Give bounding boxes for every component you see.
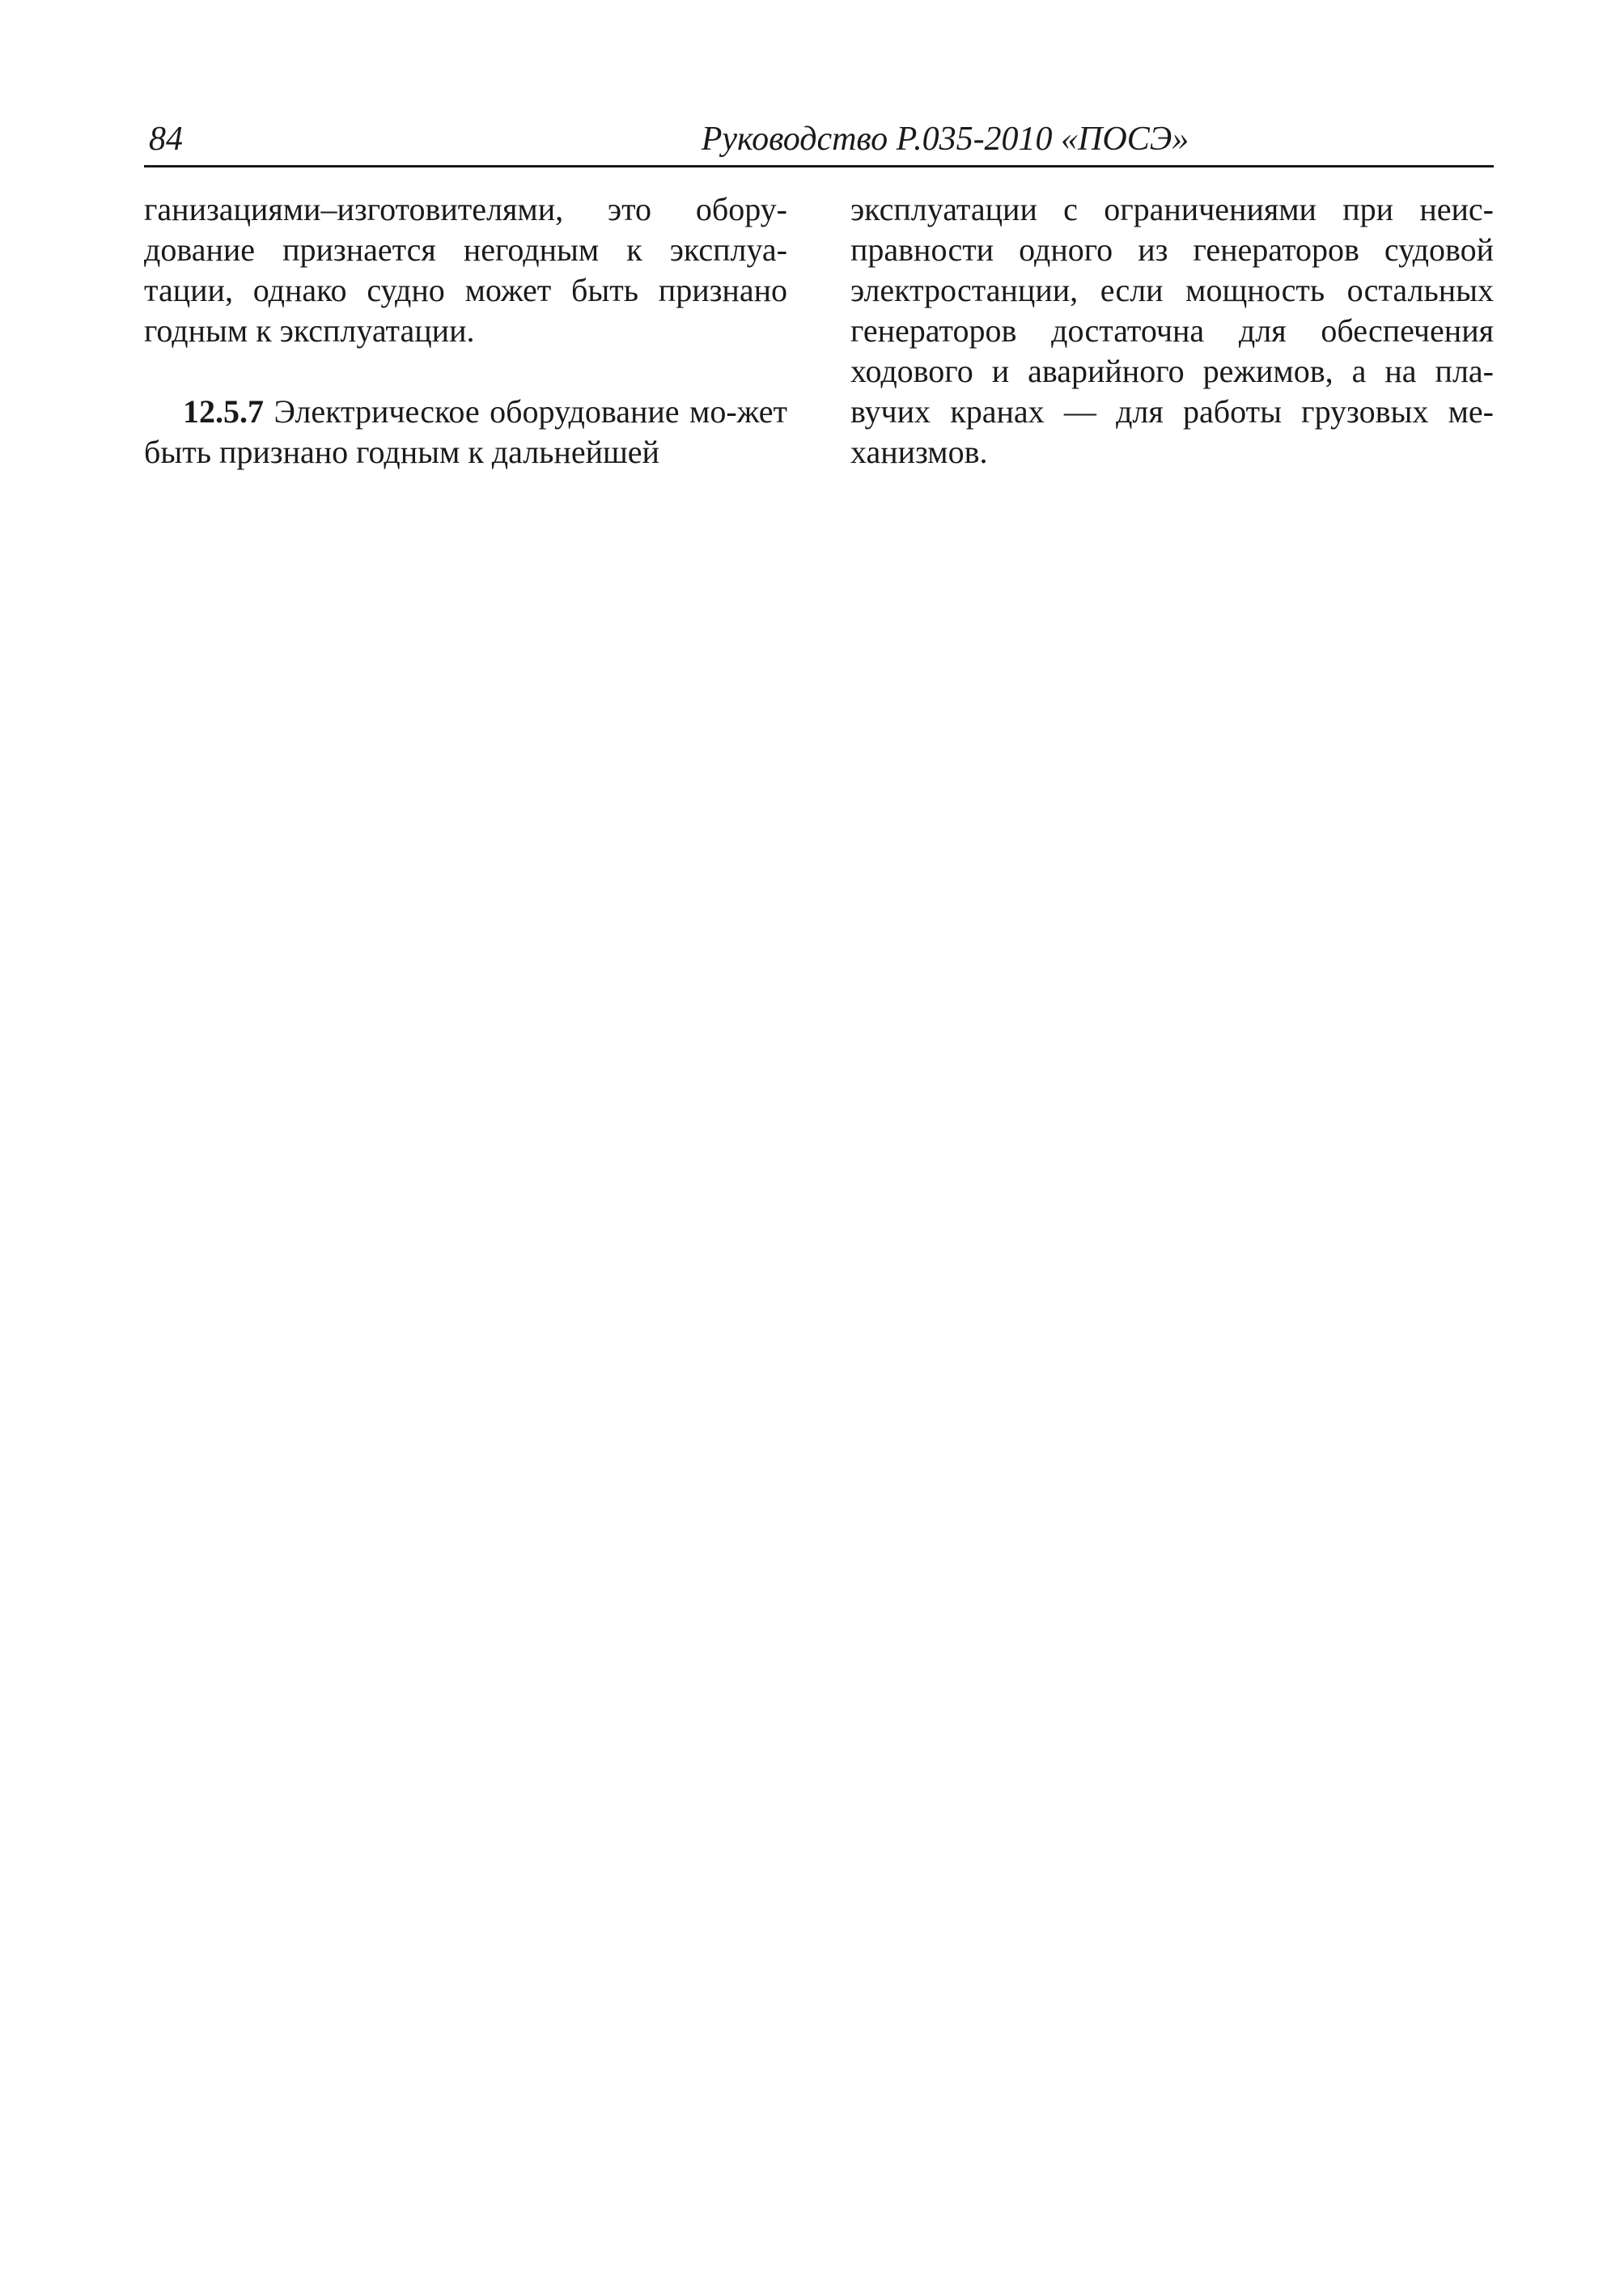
running-title: Руководство Р.035-2010 «ПОСЭ» [701,121,1189,158]
clause-number: 12.5.7 [183,393,264,430]
left-column [144,189,787,473]
page-header [144,115,1494,167]
continued-paragraph-right: эксплуатации с ограничениями при неис-правности одного из генераторов судовой электростанции, если мощность остальных генераторов достаточна для обеспечения ходового и аварийного режимов, а на пла-вучих кранах — для работы грузовых ме-ханизмов. [850,191,1494,470]
right-column [850,189,1494,473]
clause-paragraph [144,392,787,473]
clause-text: Электрическое оборудование мо-жет быть признано годным к дальнейшей [144,393,787,470]
page-number: 84 [149,121,183,158]
continued-paragraph: ганизациями–изготовителями, это обору-дование признается негодным к эксплуа-тации, однако судно может быть признано годным к эксплуатации. [144,191,787,349]
